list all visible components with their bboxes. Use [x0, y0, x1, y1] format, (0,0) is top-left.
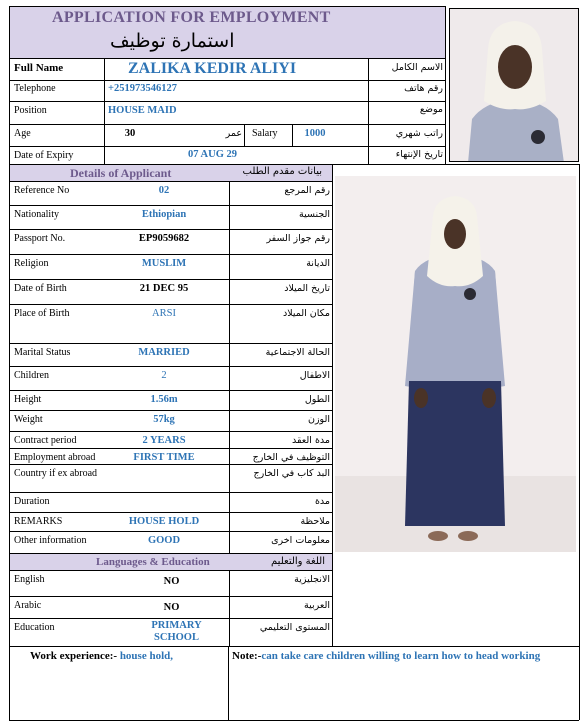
age-value: 30 [124, 128, 136, 139]
education-value-line2: SCHOOL [154, 632, 199, 643]
detail-label: Passport No. [14, 233, 66, 244]
detail-label: Marital Status [14, 347, 71, 358]
detail-value: 57kg [153, 414, 175, 425]
details-heading: Details of Applicant [70, 166, 172, 180]
detail-value: 2 [161, 370, 167, 381]
details-heading-arabic: بيانات مقدم الطلب [242, 166, 322, 177]
position-arabic: موضع [419, 104, 443, 115]
detail-arabic: تاريخ الميلاد [284, 283, 330, 294]
detail-value: EP9059682 [138, 233, 190, 244]
applicant-headshot-photo [449, 8, 579, 162]
note [232, 650, 540, 662]
form-title: APPLICATION FOR EMPLOYMENT [52, 9, 331, 26]
detail-arabic: رقم جواز السفر [266, 233, 330, 244]
note-label: Note:- [232, 650, 262, 662]
salary-value: 1000 [304, 128, 326, 139]
detail-arabic: مدة [314, 496, 330, 507]
detail-value: MARRIED [138, 347, 190, 358]
age-label: Age [14, 128, 31, 139]
detail-arabic: التوظيف في الخارج [252, 452, 330, 463]
detail-arabic: الاطفال [299, 370, 330, 381]
age-arabic: عمر [225, 128, 242, 139]
detail-value: 21 DEC 95 [139, 283, 189, 294]
fullbody-illustration [335, 176, 576, 552]
education-value-line1: PRIMARY [151, 620, 202, 631]
expiry-value: 07 AUG 29 [188, 149, 238, 160]
expiry-label: Date of Expiry [14, 150, 74, 161]
detail-label: Reference No [14, 185, 70, 196]
language-arabic: الانجليزية [294, 574, 330, 585]
detail-label: Weight [14, 414, 43, 425]
detail-value: 1.56m [150, 394, 178, 405]
detail-label: Date of Birth [14, 283, 67, 294]
detail-label: Nationality [14, 209, 59, 220]
detail-arabic: الديانة [306, 258, 330, 269]
work-experience-label: Work experience:- [30, 650, 118, 662]
language-value: NO [163, 602, 180, 613]
full-name-value: ZALIKA KEDIR ALIYI [128, 60, 297, 77]
detail-label: Place of Birth [14, 308, 70, 319]
telephone-arabic: رقم هاتف [404, 83, 443, 94]
position-label: Position [14, 105, 47, 116]
telephone-label: Telephone [14, 83, 56, 94]
detail-value: Ethiopian [141, 209, 187, 220]
detail-value: 02 [158, 185, 170, 196]
languages-heading: Languages & Education [96, 556, 210, 568]
form-title-arabic: استمارة توظيف [110, 30, 235, 52]
salary-label: Salary [252, 128, 278, 139]
detail-label: Religion [14, 258, 49, 269]
detail-arabic: الحالة الاجتماعية [265, 347, 330, 358]
detail-value: 2 YEARS [142, 435, 186, 446]
full-name-label: Full Name [14, 62, 64, 74]
language-value: NO [163, 576, 180, 587]
salary-arabic: راتب شهري [395, 128, 443, 139]
language-label: English [14, 574, 45, 585]
detail-arabic: مكان الميلاد [282, 308, 330, 319]
position-value: HOUSE MAID [108, 105, 177, 116]
languages-heading-arabic: اللغة والتعليم [271, 556, 325, 567]
detail-arabic: رقم المرجع [284, 185, 330, 196]
detail-value: ARSI [152, 308, 176, 319]
detail-label: Children [14, 370, 49, 381]
applicant-fullbody-photo [335, 176, 576, 552]
language-label: Education [14, 622, 55, 633]
headshot-illustration [450, 9, 579, 162]
detail-label: Country if ex abroad [14, 468, 98, 479]
detail-label: Contract period [14, 435, 77, 446]
work-experience-value: house hold, [119, 650, 174, 662]
detail-arabic: مدة العقد [292, 435, 330, 446]
detail-arabic: البد كاب في الخارج [253, 468, 330, 479]
detail-arabic: الوزن [307, 414, 330, 425]
detail-label: Height [14, 394, 42, 405]
full-name-arabic: الاسم الكامل [391, 62, 443, 73]
detail-value: MUSLIM [141, 258, 187, 269]
language-label: Arabic [14, 600, 42, 611]
telephone-value: +251973546127 [108, 83, 177, 94]
note-value: can take care children willing to learn how to head working [261, 650, 541, 662]
detail-arabic: الطول [304, 394, 330, 405]
detail-arabic: معلومات اخرى [271, 535, 330, 546]
expiry-arabic: تاريخ الإنتهاء [395, 149, 443, 160]
detail-label: Employment abroad [14, 452, 96, 463]
work-experience [30, 650, 173, 662]
detail-arabic: الجنسية [299, 209, 330, 220]
language-arabic: العربية [304, 600, 330, 611]
detail-value: GOOD [147, 535, 181, 546]
detail-value: HOUSE HOLD [128, 516, 200, 527]
language-arabic: المستوى التعليمي [259, 622, 330, 633]
detail-label: REMARKS [14, 516, 63, 527]
detail-label: Other information [14, 535, 87, 546]
detail-value: FIRST TIME [133, 452, 195, 463]
detail-label: Duration [14, 496, 50, 507]
detail-arabic: ملاحظة [300, 516, 330, 527]
